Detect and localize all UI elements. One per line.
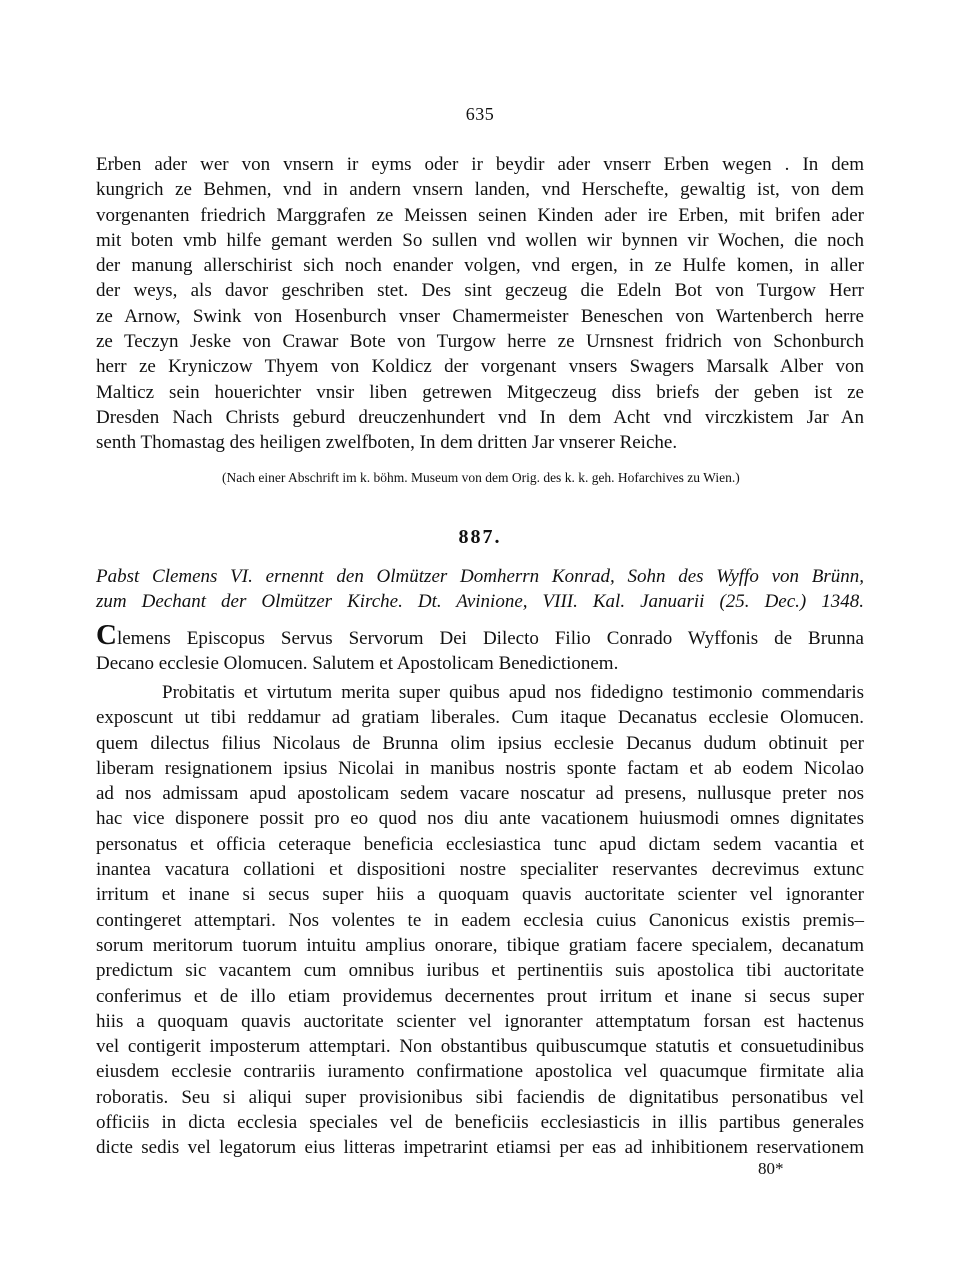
initial-letter: C — [96, 619, 117, 651]
text-line: der weys, als davor geschriben stet. Des sint geczeug die Edeln Bot von Turgow Herr — [96, 280, 864, 302]
body-line: inantea vacatura collationi et dispositioni nostre specialiter reservantes decrevimus extunc — [96, 859, 864, 881]
document-page — [96, 0, 864, 1284]
text-line: mit boten vmb hilfe gemant werden So sullen vnd wollen wir bynnen vir Wochen, die noch — [96, 229, 864, 251]
body-line: sorum meritorum tuorum intuitu amplius onorare, tibique gratiam facere specialem, decanatum — [96, 934, 864, 956]
text-line: ze Arnow, Swink von Hosenburch vnser Chamermeister Beneschen von Wartenberch herre — [96, 305, 864, 327]
body-line: liberam resignationem ipsius Nicolai in manibus nostris sponte factam et ab eodem Nicolao — [96, 757, 864, 779]
charter-opening — [96, 619, 864, 677]
body-line: ad nos admissam apud apostolicam sedem vacare noscatur ad presens, nullusque preter nos — [96, 783, 864, 805]
body-line: conferimus et de illo etiam providemus decernentes prout irritum et inane si secus super — [96, 985, 864, 1007]
body-line: vel contigerit imposterum attemptari. Non obstantibus quibuscumque statutis et consuetudinibus — [96, 1036, 864, 1058]
body-line: quem dilectus filius Nicolaus de Brunna olim ipsius ecclesie Decanus dudum obtinuit per — [96, 732, 864, 754]
continuation-text — [96, 152, 864, 456]
text-line: Malticz sein houerichter vnsir liben getrewen Mitgeczeug diss briefs der geben ist ze — [96, 381, 864, 403]
opening-line-text: lemens Episcopus Servus Servorum Dei Dilecto Filio Conrado Wyffonis de Brunna — [116, 628, 864, 649]
body-line: roboratis. Seu si aliqui super provisionibus sibi faciendis de dignitatibus personatibus vel — [96, 1086, 864, 1108]
body-line: irritum et inane si secus super hiis a quoquam quavis auctoritate scienter vel ignoranter — [96, 884, 864, 906]
page-number: 635 — [465, 104, 495, 124]
regest-line: zum Dechant der Olmützer Kirche. Dt. Avinione, VIII. Kal. Januarii (25. Dec.) 1348. — [96, 591, 864, 613]
opening-line: Decano ecclesie Olomucen. Salutem et Apostolicam Benedictionem. — [96, 653, 619, 675]
body-line: Probitatis et virtutum merita super quibus apud nos fidedigno testimonio commendaris — [162, 682, 864, 703]
regest-line: Pabst Clemens VI. ernennt den Olmützer Domherrn Konrad, Sohn des Wyffo von Brünn, — [96, 566, 864, 587]
text-line: der manung allerschirist sich noch enander volgen, vnd ergen, in ze Hulfe komen, in aller — [96, 255, 864, 277]
text-line: Erben ader wer von vnsern ir eyms oder ir beydir ader vnserr Erben wegen . In dem — [96, 154, 864, 175]
charter-body — [96, 680, 864, 1161]
text-line: ze Teczyn Jeske von Crawar Bote von Turgow herre ze Urnsnest fridrich von Schonburch — [96, 331, 864, 353]
text-line: senth Thomastag des heiligen zwelfboten, In dem dritten Jar vnserer Reiche. — [96, 432, 678, 454]
body-line: dicte sedis vel legatorum eius litteras impetrarint etiamsi per eas ad inhibitionem reservationem — [96, 1137, 864, 1159]
regest-summary — [96, 564, 864, 615]
text-line: vorgenanten friedrich Marggrafen ze Meissen seinen Kinden ader ire Erben, mit brifen ader — [96, 204, 864, 226]
body-line: personatus et officia ceteraque beneficia ecclesiastica tunc apud dictam sedem vacantia et — [96, 833, 864, 855]
source-note: (Nach einer Abschrift im k. böhm. Museum von dem Orig. des k. k. geh. Hofarchives zu Wien.) — [222, 470, 740, 485]
text-line: herr ze Kryniczow Thyem von Koldicz der vorgenant vnsers Swagers Marsalk Alber von — [96, 356, 864, 378]
body-line: contingeret attemptari. Nos volentes te in eadem ecclesia cuius Canonicus existis premis– — [96, 909, 864, 931]
body-line: predictum sic vacantem cum omnibus iuribus et pertinentiis suis apostolica tibi auctoritate — [96, 960, 864, 982]
text-line: kungrich ze Behmen, vnd in andern vnsern landen, vnd Herschefte, gewaltig ist, von dem — [96, 179, 864, 201]
footer-signature: 80* — [758, 1159, 784, 1178]
opening-line — [96, 619, 864, 651]
body-line: officiis in dicta ecclesia speciales vel de beneficiis ecclesiasticis in illis partibus generales — [96, 1112, 864, 1134]
body-line: eiusdem ecclesie contrariis iuramento confirmatione apostolica vel quacumque firmitate alia — [96, 1061, 864, 1083]
body-line: hac vice disponere possit pro eo quod nos diu ante vacationem huiusmodi omnes dignitates — [96, 808, 864, 830]
body-line: hiis a quoquam quavis auctoritate scienter vel ignoranter attemptatum forsan est hactenus — [96, 1010, 864, 1032]
document-number: 887. — [458, 526, 502, 548]
body-line: exposcunt ut tibi reddamur ad gratiam liberales. Cum itaque Decanatus ecclesie Olomucen. — [96, 707, 864, 729]
text-line: Dresden Nach Christs geburd dreuczenhundert vnd In dem Acht vnd virczkistem Jar An — [96, 406, 864, 428]
